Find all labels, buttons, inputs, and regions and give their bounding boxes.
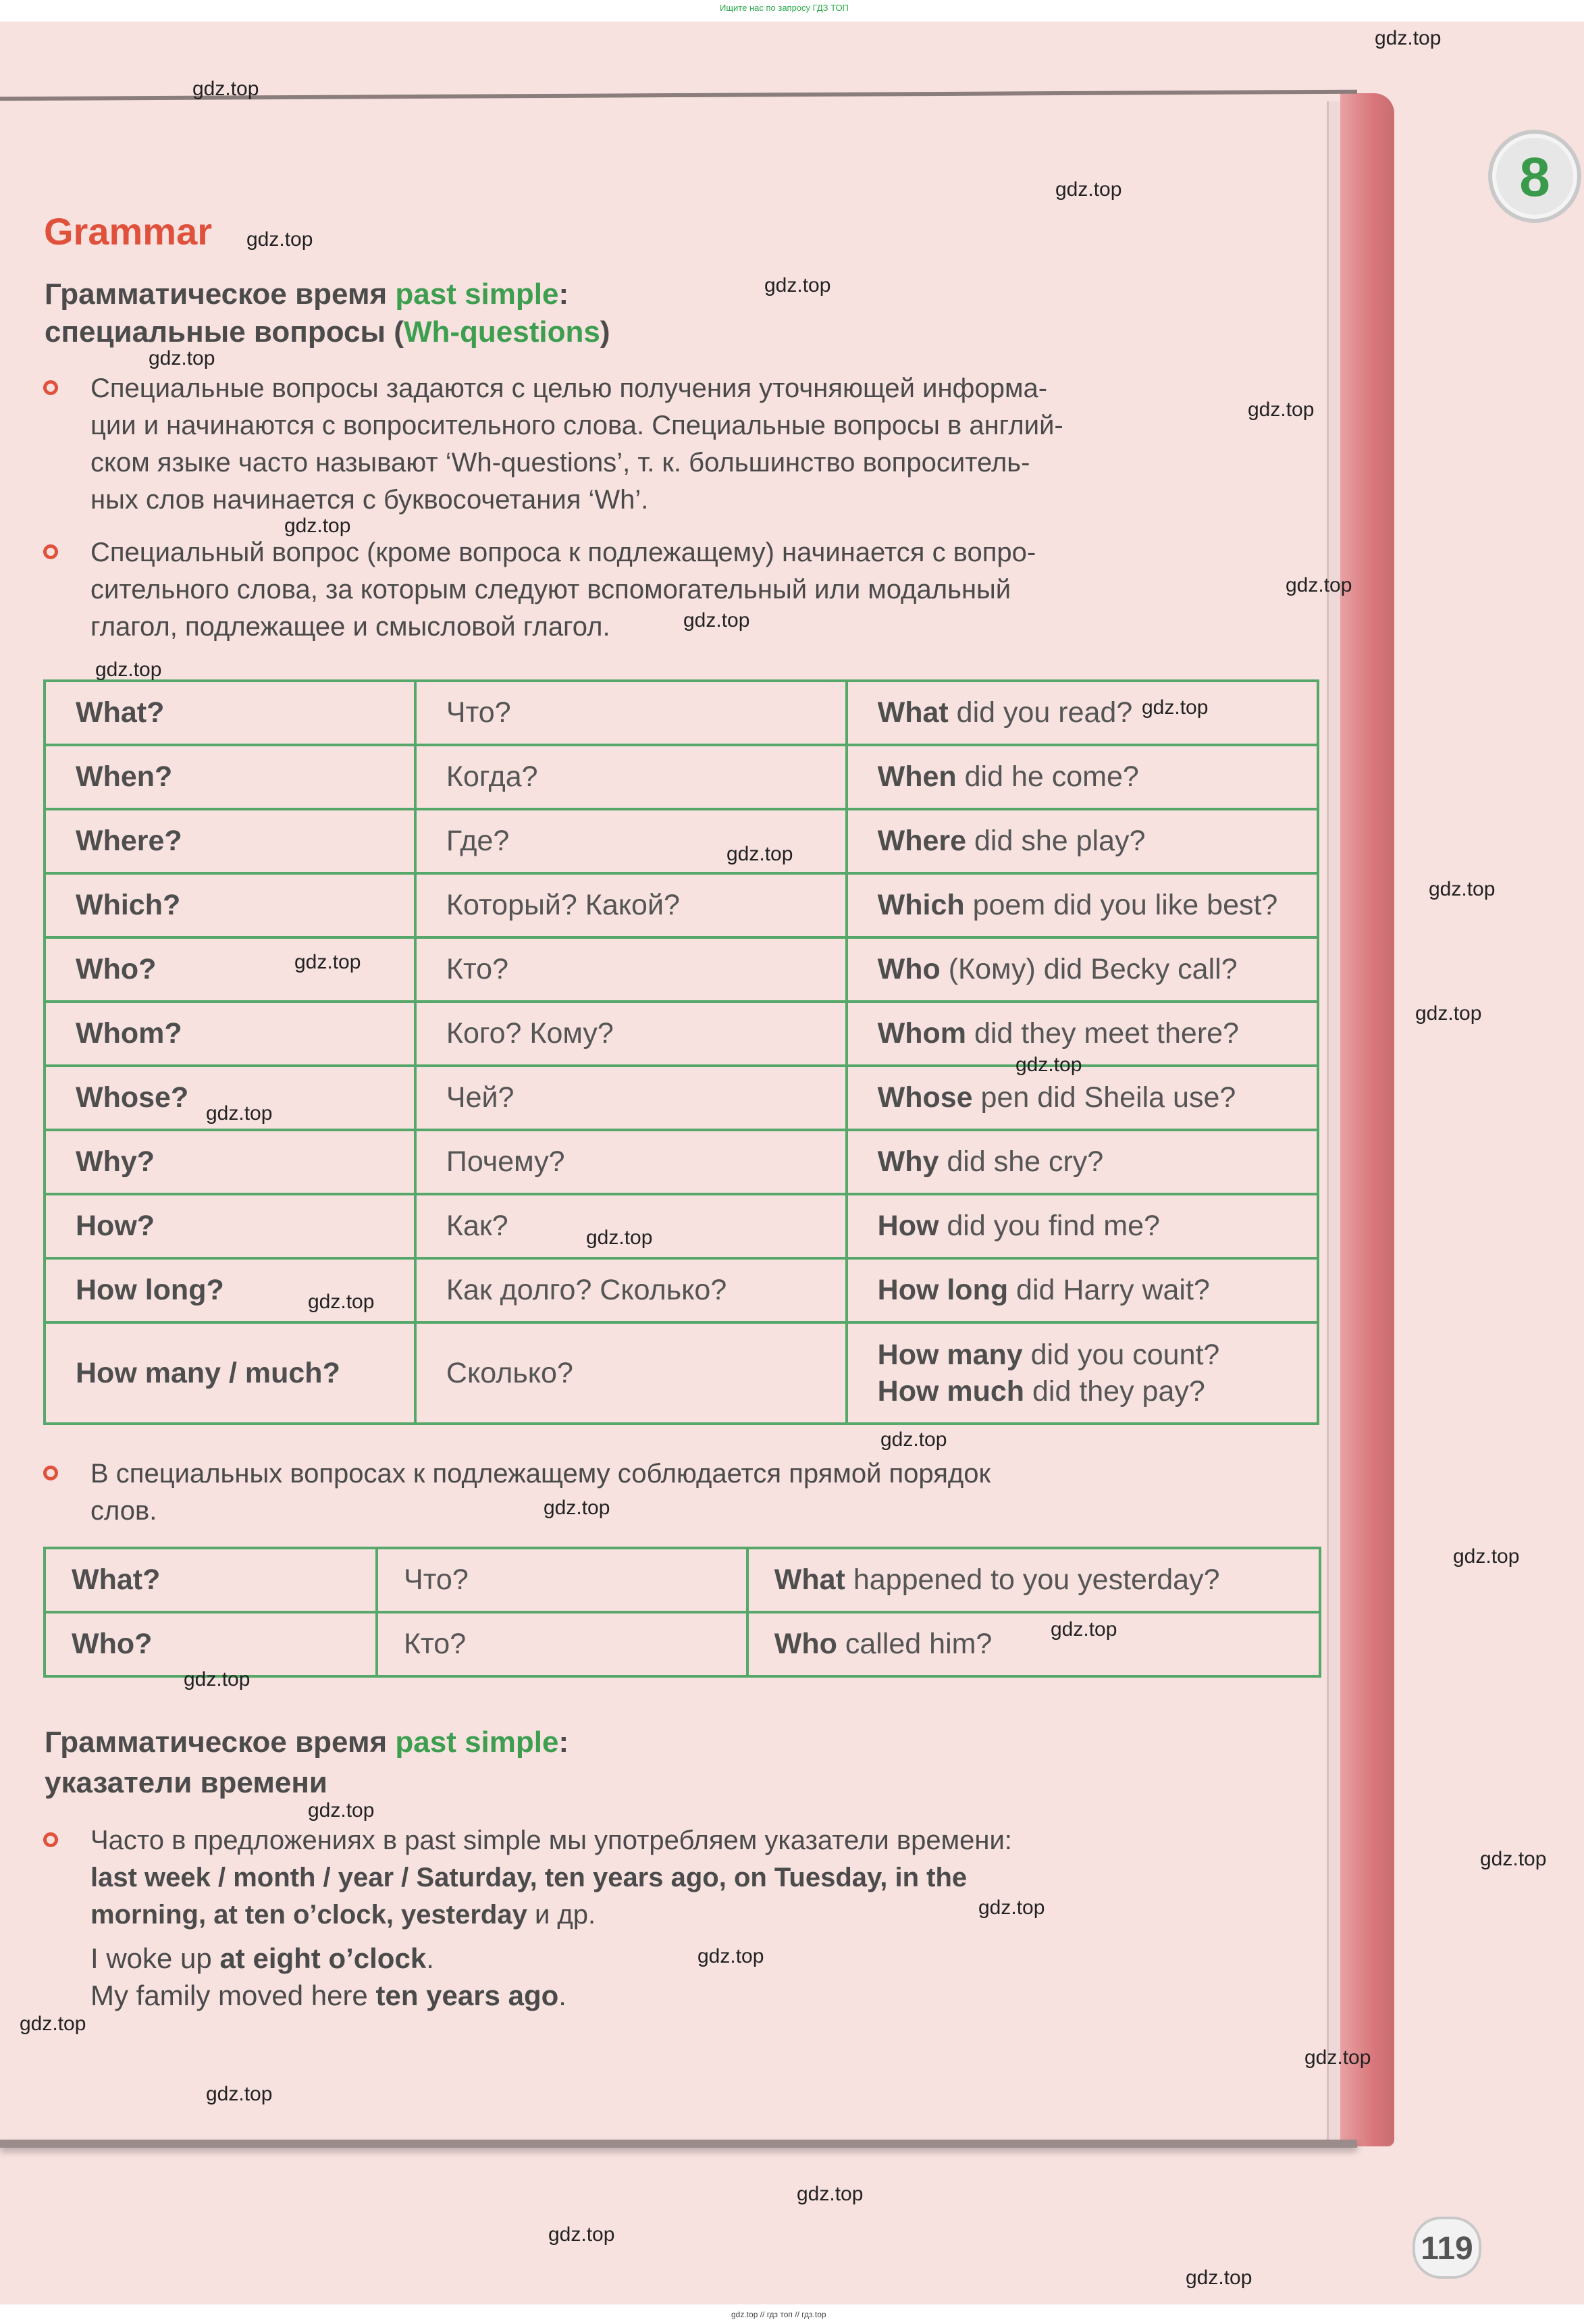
watermark: gdz.top	[1429, 878, 1496, 900]
watermark: gdz.top	[548, 2223, 615, 2246]
watermark: gdz.top	[246, 228, 313, 251]
watermark: gdz.top	[184, 1668, 250, 1690]
watermark: gdz.top	[683, 609, 750, 631]
watermark: gdz.top	[978, 1896, 1045, 1919]
grammar-heading: Grammar	[44, 210, 213, 253]
wh-questions-table	[43, 679, 1319, 1425]
watermark: gdz.top	[1286, 574, 1352, 596]
book-spine	[1340, 93, 1394, 2146]
watermark: gdz.top	[149, 347, 215, 369]
table-row: Why? Почему? Why did she cry?	[45, 1130, 1318, 1194]
watermark: gdz.top	[1248, 398, 1315, 421]
bullet-icon	[43, 544, 58, 559]
table-row: Which? Который? Какой? Which poem did you like best?	[45, 873, 1318, 937]
bottom-divider	[0, 2140, 1357, 2148]
watermark: gdz.top	[764, 274, 831, 296]
paragraph-word-order: Специальный вопрос (кроме вопроса к подлежащему) начинается с вопро- сительного слова, за которым следуют вспомогательный или модальный глагол, подлежащее и смысловой глагол.	[90, 538, 1036, 642]
watermark: gdz.top	[697, 1945, 764, 1967]
table-row: How many / much? Сколько? How many did you count? How much did they pay?	[45, 1322, 1318, 1424]
watermark: gdz.top	[1375, 27, 1442, 49]
table-row: Whom? Кого? Кому? Whom did they meet there?	[45, 1002, 1318, 1066]
watermark: gdz.top	[308, 1799, 375, 1822]
example-sentence-1: I woke up at eight o’clock.	[90, 1942, 434, 1974]
example-sentence-2: My family moved here ten years ago.	[90, 1980, 566, 2011]
watermark: gdz.top	[206, 2083, 273, 2105]
watermark: gdz.top	[544, 1497, 610, 1519]
watermark: gdz.top	[1480, 1848, 1547, 1870]
bullet-icon	[43, 1832, 58, 1847]
table-row: Who? Кто? Who called him?	[45, 1612, 1320, 1676]
watermark: gdz.top	[1304, 2046, 1371, 2069]
watermark: gdz.top	[1453, 1545, 1520, 1568]
page-number-badge	[1413, 2217, 1481, 2279]
watermark: gdz.top	[586, 1226, 653, 1249]
watermark: gdz.top	[308, 1291, 375, 1313]
table-row: What? Что? What did you read?	[45, 681, 1318, 745]
watermark: gdz.top	[1415, 1002, 1482, 1025]
watermark: gdz.top	[206, 1102, 273, 1125]
unit-badge	[1488, 130, 1581, 223]
top-ad-text: Ищите нас по запросу ГДЗ ТОП	[720, 3, 849, 13]
watermark: gdz.top	[1142, 696, 1209, 719]
section1-title-line2: специальные вопросы (Wh-questions)	[45, 315, 610, 348]
page-number: 119	[1421, 2231, 1473, 2267]
watermark: gdz.top	[727, 843, 793, 865]
watermark: gdz.top	[797, 2183, 864, 2205]
section1-title-line1: Грамматическое время past simple:	[45, 278, 569, 311]
watermark: gdz.top	[1051, 1618, 1117, 1641]
watermark: gdz.top	[1186, 2267, 1252, 2289]
paragraph-wh-intro: Специальные вопросы задаются с целью получения уточняющей информа- ции и начинаются с вопросительного слова. Специальные вопросы в англий- ском языке часто называют ‘Wh-questions’, т. к. большинство вопроситель- ных слов начинается с буквосочетания ‘Wh’.	[90, 373, 1063, 515]
subject-questions-table	[43, 1547, 1321, 1678]
section2-title-line2: указатели времени	[45, 1766, 327, 1799]
paragraph-subject-questions: В специальных вопросах к подлежащему соблюдается прямой порядок слов.	[90, 1459, 991, 1526]
watermark: gdz.top	[20, 2013, 86, 2035]
watermark: gdz.top	[284, 515, 351, 537]
table-row: Where? Где? Where did she play?	[45, 809, 1318, 873]
paragraph-time-markers: Часто в предложениях в past simple мы употребляем указатели времени: last week / month / year / Saturday, ten years ago, on Tuesday, in the morning, at ten o’clock, yesterday и др.	[90, 1826, 1012, 1930]
table-row: When? Когда? When did he come?	[45, 745, 1318, 809]
watermark: gdz.top	[1015, 1054, 1082, 1076]
watermark: gdz.top	[880, 1428, 947, 1451]
bullet-icon	[43, 380, 58, 395]
table-row: How? Как? How did you find me?	[45, 1194, 1318, 1258]
watermark: gdz.top	[1055, 178, 1122, 201]
watermark: gdz.top	[192, 78, 259, 100]
table-row: How long? Как долго? Сколько? How long did Harry wait?	[45, 1258, 1318, 1322]
watermark: gdz.top	[294, 951, 361, 973]
section2-title-line1: Грамматическое время past simple:	[45, 1726, 569, 1759]
table-row: Who? Кто? Who (Кому) did Becky call?	[45, 937, 1318, 1002]
table-row: What? Что? What happened to you yesterday?	[45, 1548, 1320, 1612]
unit-number: 8	[1519, 147, 1550, 208]
watermark: gdz.top	[95, 659, 162, 681]
bullet-icon	[43, 1466, 58, 1480]
bottom-ad-text: gdz.top // гдз топ // гдз.top	[731, 2310, 826, 2319]
table-row: Whose? Чей? Whose pen did Sheila use?	[45, 1066, 1318, 1130]
